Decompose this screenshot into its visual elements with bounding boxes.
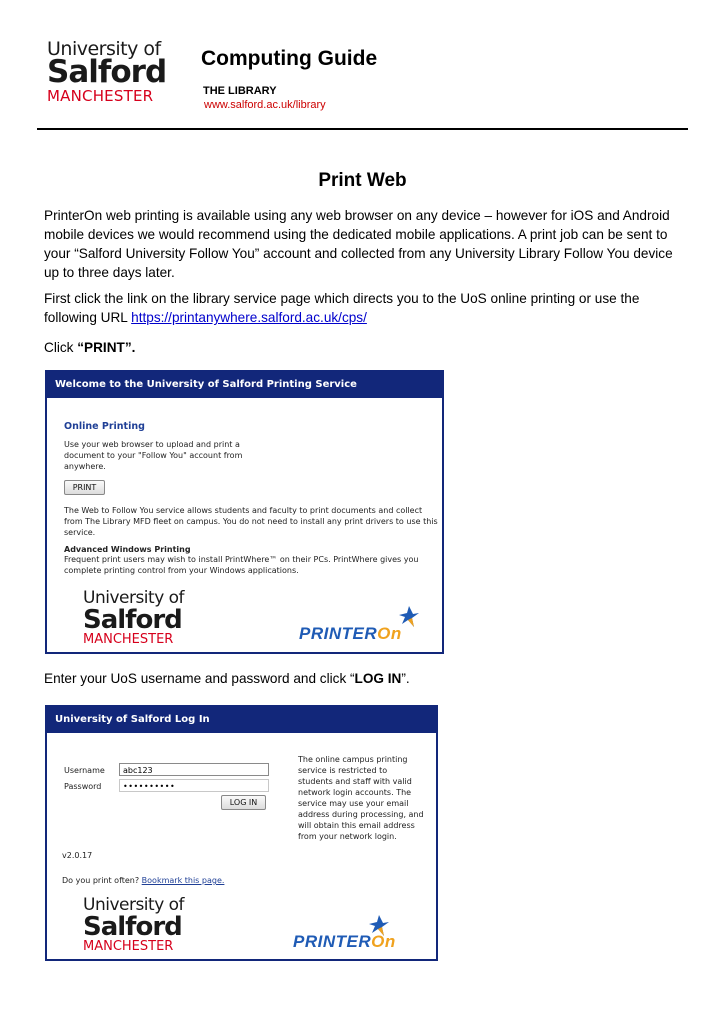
department-name: THE LIBRARY bbox=[203, 85, 277, 97]
online-printing-heading: Online Printing bbox=[64, 421, 145, 432]
document-title: Computing Guide bbox=[201, 47, 378, 70]
login-notice-text: The online campus printing service is restricted to students and staff with valid network login accounts. The service may use your email address during processing, and will obtain this email address from your network login. bbox=[298, 755, 424, 841]
welcome-title-bar: Welcome to the University of Salford Printing Service bbox=[47, 372, 442, 398]
bookmark-prefix: Do you print often? bbox=[62, 876, 142, 885]
header-divider bbox=[37, 128, 688, 130]
username-label: Username bbox=[64, 766, 105, 775]
advanced-printing-heading: Advanced Windows Printing bbox=[64, 545, 191, 554]
login-button[interactable]: LOG IN bbox=[221, 795, 266, 810]
panel-university-logo bbox=[83, 897, 184, 953]
login-title-bar: University of Salford Log In bbox=[47, 707, 436, 733]
step1-text: First click the link on the library service page which directs you to the UoS online printing or use the following URL bbox=[44, 291, 640, 325]
logo-line2: Salford bbox=[47, 54, 167, 90]
login-screenshot bbox=[45, 705, 438, 961]
page-heading: Print Web bbox=[318, 170, 407, 191]
panel-logo-line1: University of bbox=[83, 895, 185, 915]
step2-prefix: Click bbox=[44, 340, 78, 355]
version-text: v2.0.17 bbox=[62, 851, 93, 860]
follow-you-info-text: The Web to Follow You service allows students and faculty to print documents and collect from The Library MFD fleet on campus. You do not need to install any print drivers to use this service. bbox=[64, 506, 438, 537]
printeron-bird-icon bbox=[399, 606, 419, 628]
step3-prefix: Enter your UoS username and password and click “ bbox=[44, 671, 355, 686]
intro-paragraph: PrinterOn web printing is available using any web browser on any device – however for iOS and Android mobile devices we would recommend using the dedicated mobile applications. A print job can be sent to your “Salford University Follow You” account and collected from any University Library Follow You device up to three days later. bbox=[44, 208, 673, 280]
bookmark-row bbox=[62, 875, 224, 886]
panel-logo-line2: Salford bbox=[83, 605, 182, 635]
panel-logo-line1: University of bbox=[83, 588, 185, 608]
printeron-logo bbox=[293, 932, 396, 952]
printeron-logo bbox=[299, 624, 402, 644]
step1-paragraph bbox=[44, 289, 684, 327]
step2-paragraph bbox=[44, 338, 684, 357]
online-printing-text: Use your web browser to upload and print a document to your "Follow You" account from anywhere. bbox=[64, 440, 243, 471]
print-service-link[interactable]: https://printanywhere.salford.ac.uk/cps/ bbox=[131, 310, 367, 325]
panel-logo-line2: Salford bbox=[83, 912, 182, 942]
password-label: Password bbox=[64, 782, 102, 791]
print-button[interactable]: PRINT bbox=[64, 480, 105, 495]
panel-logo-line3: MANCHESTER bbox=[83, 939, 174, 954]
step3-suffix: ”. bbox=[401, 671, 410, 686]
library-url-link[interactable]: www.salford.ac.uk/library bbox=[204, 99, 326, 111]
username-input[interactable]: abc123 bbox=[119, 763, 269, 776]
advanced-printing-text: Frequent print users may wish to install PrintWhere™ on their PCs. PrintWhere gives you complete printing control from your Windows applications. bbox=[64, 555, 419, 575]
step3-paragraph bbox=[44, 669, 684, 688]
panel-university-logo bbox=[83, 590, 184, 646]
printeron-logo-part2: On bbox=[377, 624, 402, 643]
password-input[interactable]: •••••••••• bbox=[119, 779, 269, 792]
printeron-logo-part1: PRINTER bbox=[293, 932, 372, 951]
bookmark-link[interactable]: Bookmark this page. bbox=[141, 876, 225, 885]
printeron-logo-part2: On bbox=[371, 932, 396, 951]
panel-logo-line3: MANCHESTER bbox=[83, 632, 174, 647]
step2-bold: “PRINT”. bbox=[77, 340, 136, 355]
logo-line3: MANCHESTER bbox=[47, 87, 154, 105]
logo-line1: University of bbox=[47, 38, 161, 60]
printeron-logo-part1: PRINTER bbox=[299, 624, 378, 643]
step3-bold: LOG IN bbox=[354, 671, 402, 686]
university-logo bbox=[47, 40, 166, 104]
welcome-screenshot bbox=[45, 370, 444, 654]
